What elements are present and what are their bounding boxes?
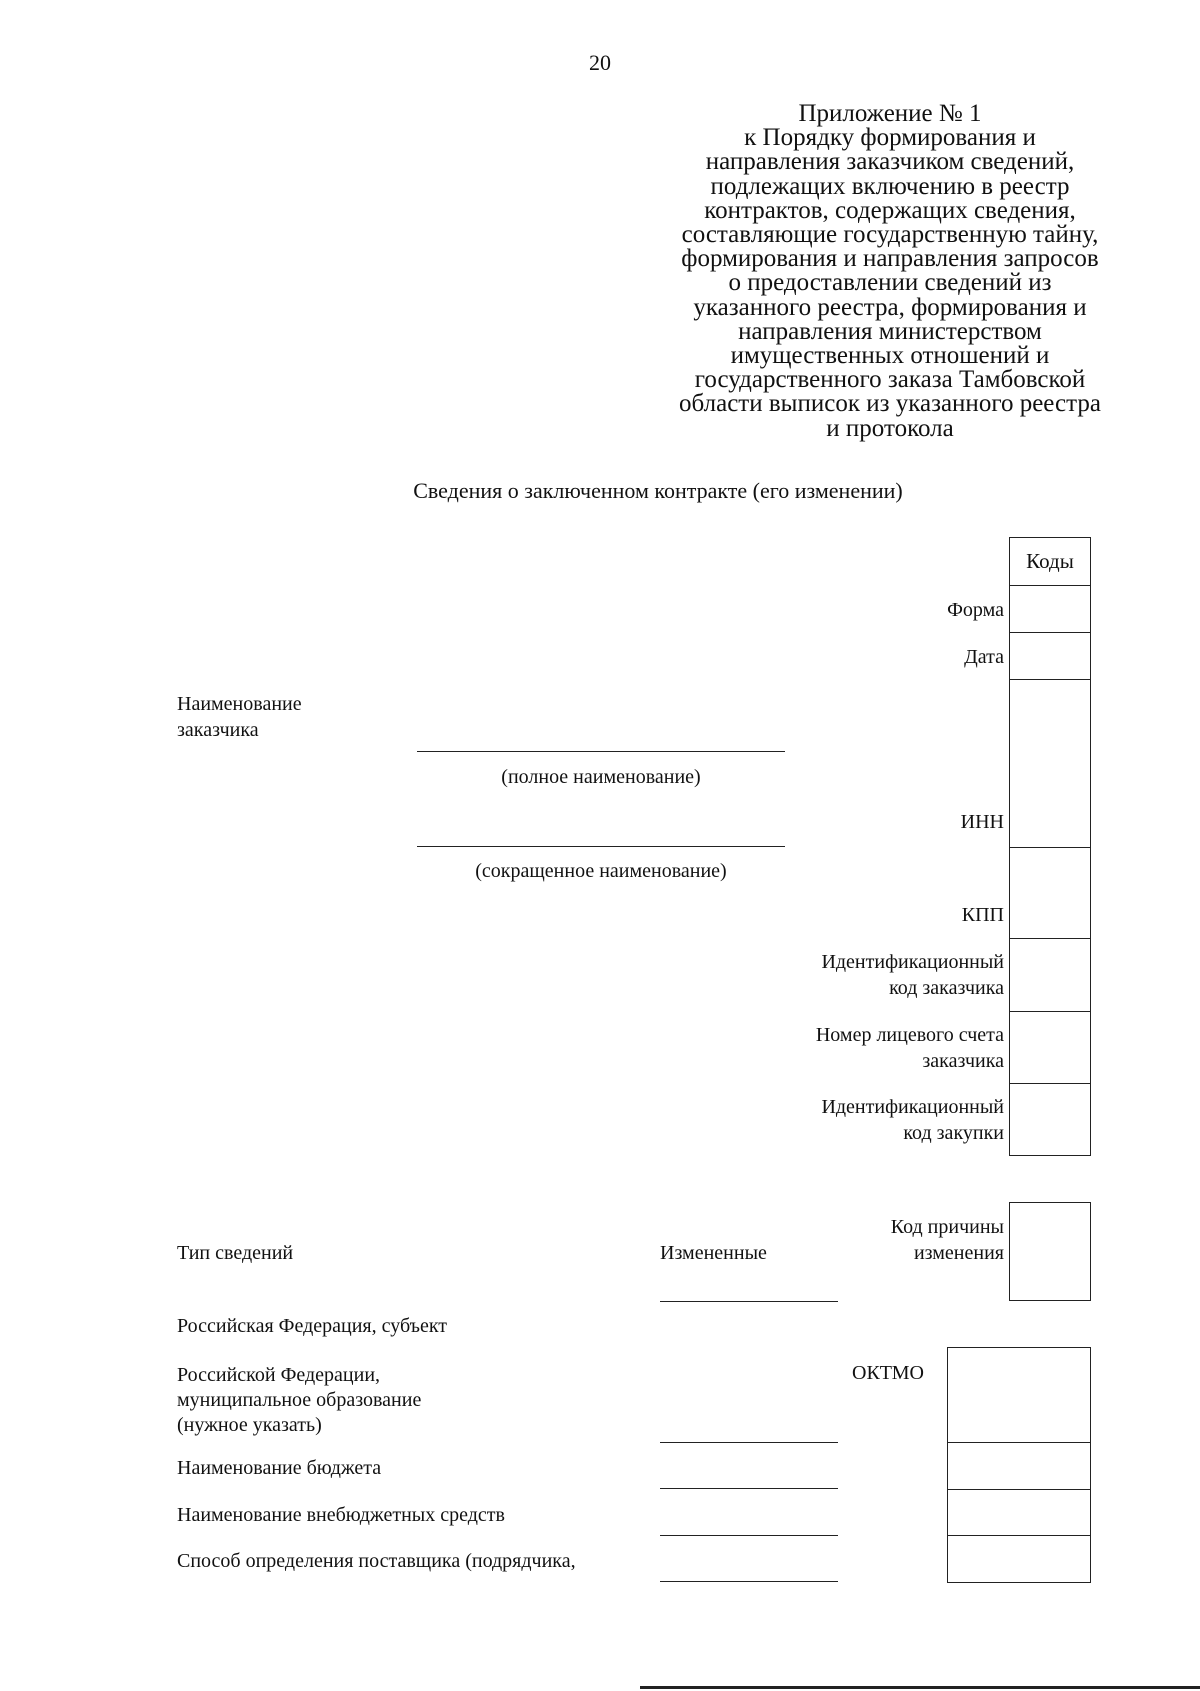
- extra-budget-label: Наименование внебюджетных средств: [177, 1504, 505, 1526]
- full-name-line: [417, 751, 785, 752]
- purchase-id-label: Идентификационный: [821, 1096, 1004, 1118]
- codes-column: [1009, 537, 1091, 1156]
- appendix-header: [640, 102, 1140, 441]
- document-title: Сведения о заключенном контракте (его изменении): [413, 478, 903, 503]
- oktmo-separator: [948, 1489, 1090, 1490]
- codes-separator: [1010, 847, 1090, 848]
- full-name-caption: (полное наименование): [501, 766, 701, 788]
- appendix-line: области выписок из указанного реестра: [679, 390, 1101, 418]
- short-name-line: [417, 846, 785, 847]
- appendix-line: о предоставлении сведений из: [728, 269, 1052, 297]
- customer-id-label: код заказчика: [889, 977, 1004, 999]
- change-reason-box: [1009, 1202, 1091, 1301]
- account-label: заказчика: [922, 1050, 1004, 1072]
- purchase-id-label: код закупки: [903, 1122, 1004, 1144]
- rf-municipal-label: муниципальное образование: [177, 1389, 422, 1411]
- short-name-caption: (сокращенное наименование): [475, 860, 727, 882]
- rf-municipal-label: Российской Федерации,: [177, 1364, 381, 1386]
- appendix-line: имущественных отношений и: [730, 342, 1050, 370]
- codes-separator: [1010, 938, 1090, 939]
- change-reason-label: изменения: [913, 1242, 1004, 1264]
- info-type-label: Тип сведений: [177, 1242, 294, 1264]
- oktmo-label: ОКТМО: [852, 1362, 924, 1384]
- supplier-method-label: Способ определения поставщика (подрядчика,: [177, 1550, 576, 1572]
- customer-name-label: заказчика: [177, 719, 259, 741]
- oktmo-separator: [948, 1535, 1090, 1536]
- customer-name-label: Наименование: [177, 693, 302, 715]
- page-bottom-edge: [640, 1686, 1200, 1689]
- rf-subject-label: Российская Федерация, субъект: [177, 1315, 448, 1337]
- supplier-method-line: [660, 1581, 838, 1582]
- date-label: Дата: [964, 646, 1004, 668]
- appendix-line: контрактов, содержащих сведения,: [704, 196, 1076, 224]
- codes-separator: [1010, 679, 1090, 680]
- codes-header: Коды: [1026, 549, 1074, 573]
- rf-municipal-label: (нужное указать): [177, 1414, 322, 1436]
- appendix-line: направления министерством: [738, 317, 1042, 345]
- page-number: 20: [589, 50, 611, 75]
- customer-id-label: Идентификационный: [821, 951, 1004, 973]
- municipal-line: [660, 1442, 838, 1443]
- appendix-line: Приложение № 1: [798, 100, 982, 127]
- codes-separator: [1010, 632, 1090, 633]
- appendix-line: формирования и направления запросов: [681, 245, 1099, 273]
- appendix-line: и протокола: [826, 414, 954, 442]
- kpp-label: КПП: [961, 904, 1004, 926]
- appendix-line: указанного реестра, формирования и: [693, 293, 1087, 321]
- budget-line: [660, 1488, 838, 1489]
- changed-label: Измененные: [660, 1242, 767, 1264]
- budget-name-label: Наименование бюджета: [177, 1457, 382, 1479]
- appendix-line: составляющие государственную тайну,: [681, 221, 1099, 249]
- appendix-line: подлежащих включению в реестр: [710, 172, 1070, 200]
- form-label: Форма: [947, 599, 1004, 621]
- inn-label: ИНН: [960, 811, 1004, 833]
- changed-line: [660, 1301, 838, 1302]
- oktmo-separator: [948, 1442, 1090, 1443]
- codes-separator: [1010, 585, 1090, 586]
- change-reason-label: Код причины: [890, 1216, 1004, 1238]
- appendix-line: государственного заказа Тамбовской: [694, 366, 1086, 394]
- extra-budget-line: [660, 1535, 838, 1536]
- appendix-line: к Порядку формирования и: [744, 124, 1036, 152]
- codes-separator: [1010, 1011, 1090, 1012]
- codes-separator: [1010, 1083, 1090, 1084]
- account-label: Номер лицевого счета: [815, 1024, 1004, 1046]
- oktmo-codes-column: [947, 1347, 1091, 1583]
- appendix-line: направления заказчиком сведений,: [705, 148, 1075, 176]
